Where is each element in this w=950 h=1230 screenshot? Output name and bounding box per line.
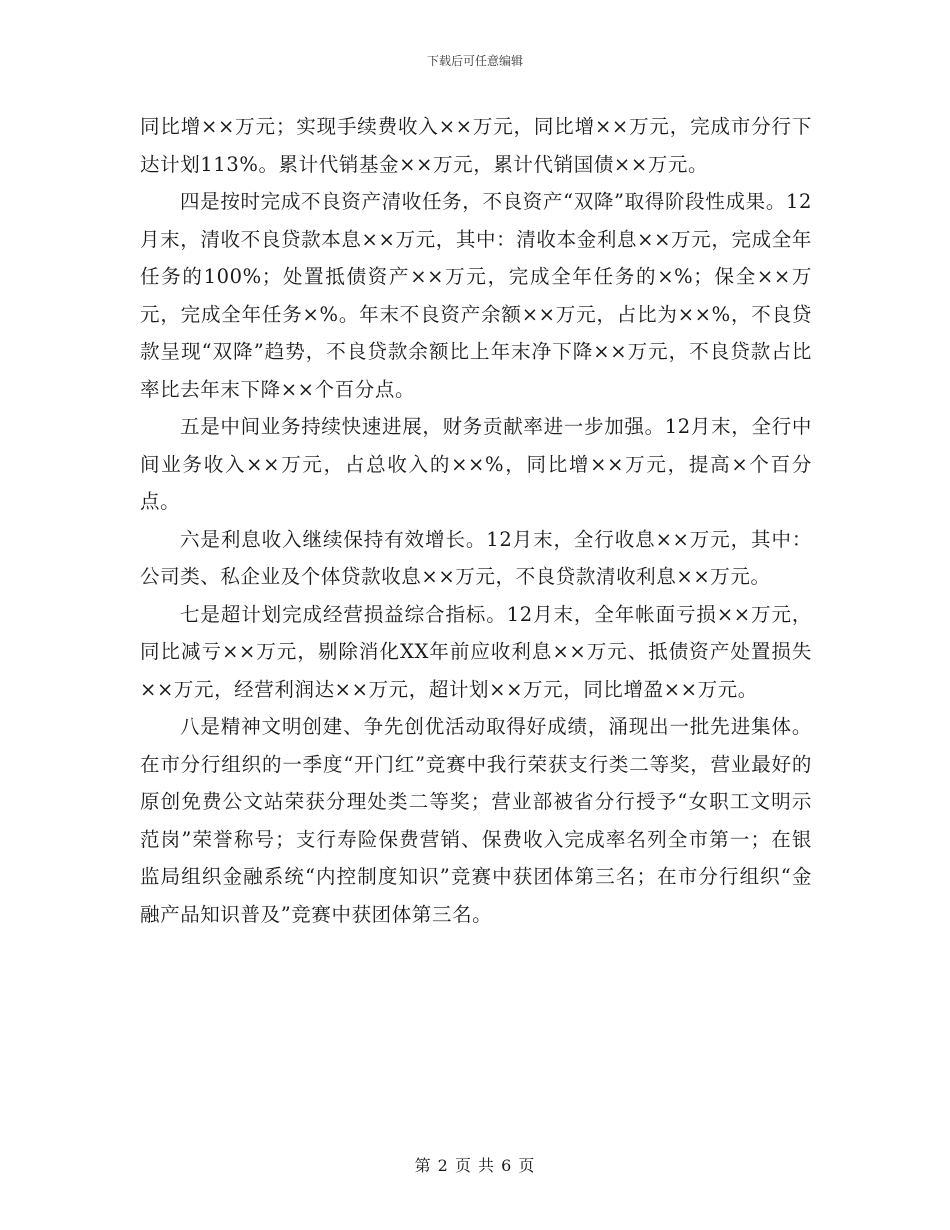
paragraph-item-6: 六是利息收入继续保持有效增长。12月末，全行收息××万元，其中：公司类、私企业及个体贷款收息××万元，不良贷款清收利息××万元。 xyxy=(140,527,812,588)
paragraph-continuation: 同比增××万元；实现手续费收入××万元，同比增××万元，完成市分行下达计划113%。累计代销基金××万元，累计代销国债××万元。 xyxy=(140,115,812,176)
paragraph-item-7: 七是超计划完成经营损益综合指标。12月末，全年帐面亏损××万元，同比减亏××万元，剔除消化XX年前应收利息××万元、抵债资产处置损失××万元，经营利润达××万元，超计划××万元，同比增盈××万元。 xyxy=(140,602,812,701)
paragraph-item-8: 八是精神文明创建、争先创优活动取得好成绩，涌现出一批先进集体。在市分行组织的一季度“开门红”竞赛中我行荣获支行类二等奖，营业最好的原创免费公文站荣获分理处类二等奖；营业部被省分行授予“女职工文明示范岗”荣誉称号；支行寿险保费营销、保费收入完成率名列全市第一；在银监局组织金融系统“内控制度知识”竞赛中获团体第三名；在市分行组织“金融产品知识普及”竞赛中获团体第三名。 xyxy=(140,715,812,926)
paragraph-item-4: 四是按时完成不良资产清收任务，不良资产“双降”取得阶段性成果。12月末，清收不良贷款本息××万元，其中：清收本金利息××万元，完成全年任务的100%；处置抵债资产××万元，完成全年任务的×%；保全××万元，完成全年任务×%。年末不良资产余额××万元，占比为××%，不良贷款呈现“双降”趋势，不良贷款余额比上年末净下降××万元，不良贷款占比率比去年末下降××个百分点。 xyxy=(140,190,812,401)
page-number-footer: 第 2 页 共 6 页 xyxy=(414,1156,536,1175)
page-header: 下载后可任意编辑 xyxy=(426,54,523,68)
document-body xyxy=(140,108,812,933)
paragraph-item-5: 五是中间业务持续快速进展，财务贡献率进一步加强。12月末，全行中间业务收入××万元，占总收入的××%，同比增××万元，提高×个百分点。 xyxy=(140,415,812,513)
